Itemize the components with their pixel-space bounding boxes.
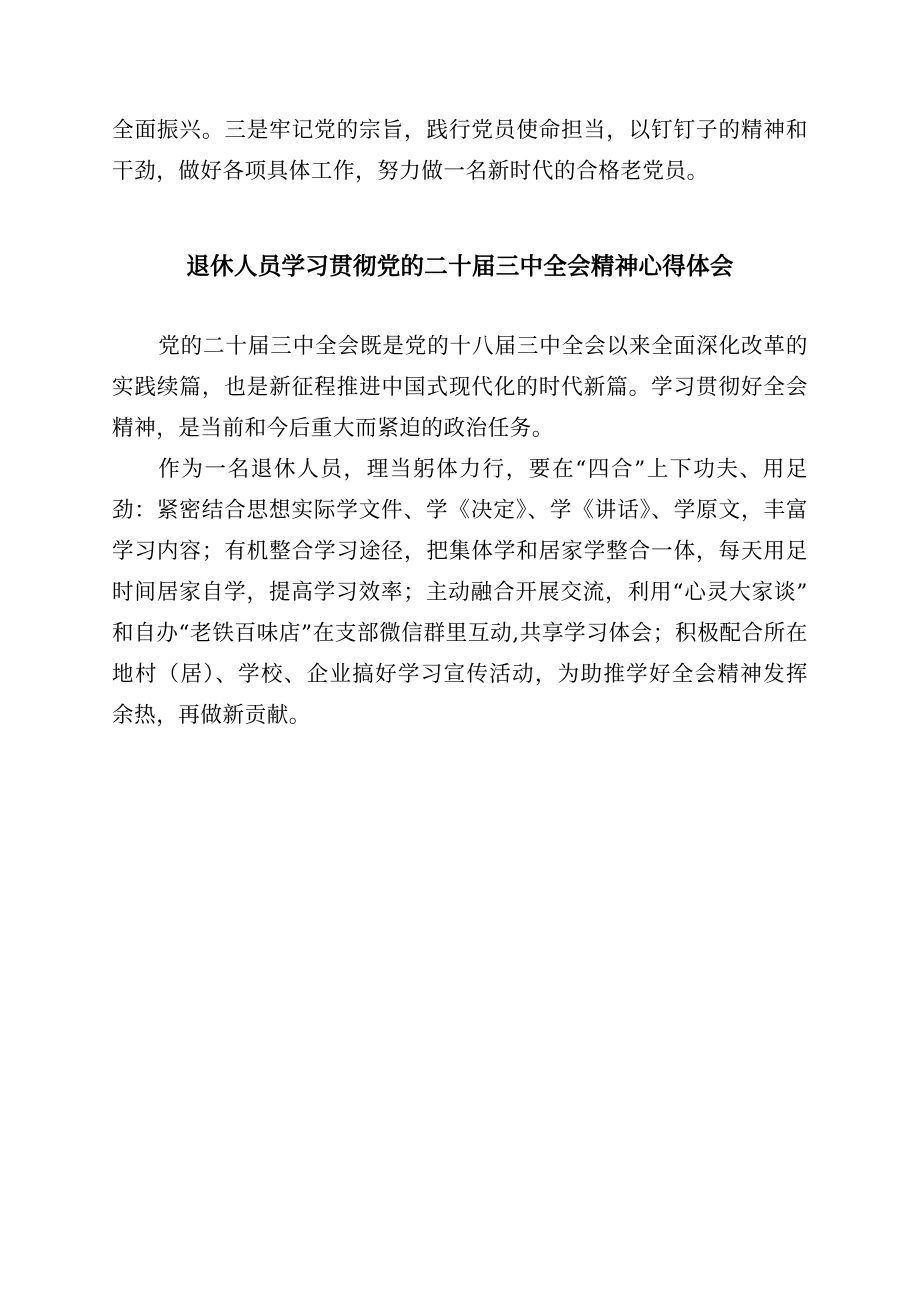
continued-paragraph: 全面振兴。三是牢记党的宗旨，践行党员使命担当，以钉钉子的精神和干劲，做好各项具体工作，努力做一名新时代的合格老党员。 <box>112 118 808 184</box>
paragraph-2: 作为一名退休人员，理当躬体力行，要在“四合”上下功夫、用足劲：紧密结合思想实际学文件、学《决定》、学《讲话》、学原文，丰富学习内容；有机整合学习途径，把集体学和居家学整合一体，每天用足时间居家自学，提高学习效率；主动融合开展交流，利用“心灵大家谈”和自办“老铁百味店”在支部微信群里互动,共享学习体会；积极配合所在地村（居）、学校、企业搞好学习宣传活动，为助推学好全会精神发挥余热，再做新贡献。 <box>112 457 808 728</box>
document-body <box>112 326 808 736</box>
paragraph-1: 党的二十届三中全会既是党的十八届三中全会以来全面深化改革的实践续篇，也是新征程推进中国式现代化的时代新篇。学习贯彻好全会精神，是当前和今后重大而紧迫的政治任务。 <box>112 334 808 441</box>
page-title: 退休人员学习贯彻党的二十届三中全会精神心得体会 <box>186 252 734 280</box>
